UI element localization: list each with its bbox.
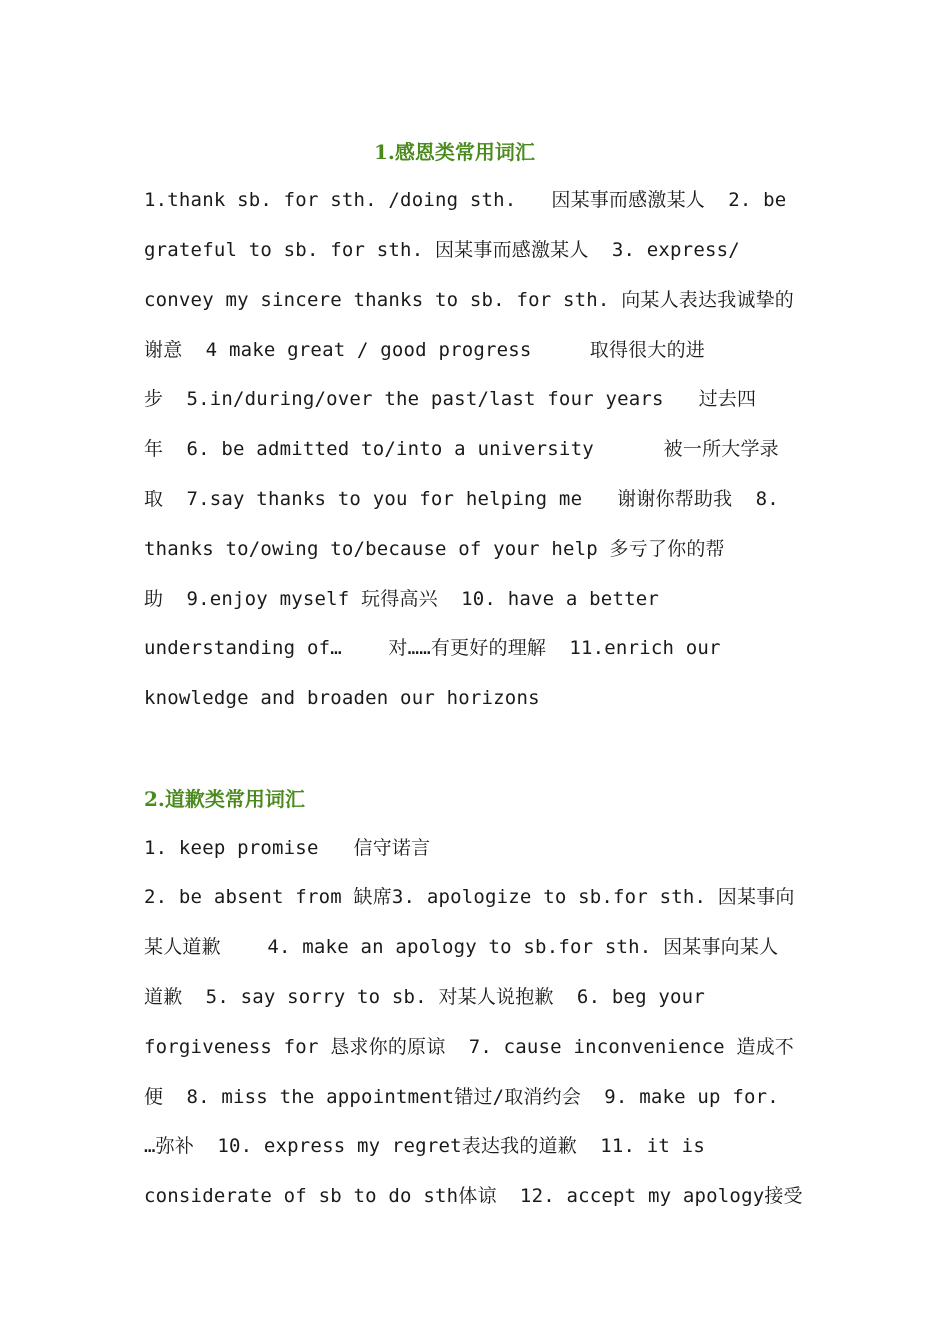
text-line: 取 7.say thanks to you for helping me 谢谢你帮助我 8. <box>144 488 779 510</box>
text-line: understanding of… 对……有更好的理解 11.enrich our <box>144 637 721 659</box>
text-line: 便 8. miss the appointment错过/取消约会 9. make up for. <box>144 1086 779 1108</box>
section-title-gratitude: 1.感恩类常用词汇 <box>374 140 535 164</box>
text-line: thanks to/owing to/because of your help 多亏了你的帮 <box>144 538 725 560</box>
text-line: 2. be absent from 缺席3. apologize to sb.for sth. 因某事向 <box>144 886 795 908</box>
text-line: …弥补 10. express my regret表达我的道歉 11. it is <box>144 1135 705 1157</box>
text-line: forgiveness for 恳求你的原谅 7. cause inconvenience 造成不 <box>144 1036 794 1058</box>
text-line: 助 9.enjoy myself 玩得高兴 10. have a better <box>144 588 660 610</box>
text-line: 年 6. be admitted to/into a university 被一所大学录 <box>144 438 779 460</box>
text-line: 1. keep promise 信守诺言 <box>144 837 431 859</box>
text-line: 道歉 5. say sorry to sb. 对某人说抱歉 6. beg your <box>144 986 705 1008</box>
text-line: grateful to sb. for sth. 因某事而感激某人 3. express/ <box>144 239 740 261</box>
text-line: considerate of sb to do sth体谅 12. accept my apology接受 <box>144 1185 803 1207</box>
text-line: 某人道歉 4. make an apology to sb.for sth. 因某事向某人 <box>144 936 779 958</box>
section-title-apology: 2.道歉类常用词汇 <box>144 787 305 811</box>
text-line: 步 5.in/during/over the past/last four years 过去四 <box>144 388 757 410</box>
text-line: convey my sincere thanks to sb. for sth. 向某人表达我诚挚的 <box>144 289 794 311</box>
text-line: 1.thank sb. for sth. /doing sth. 因某事而感激某人 2. be <box>144 189 787 211</box>
text-line: knowledge and broaden our horizons <box>144 687 540 709</box>
text-line: 谢意 4 make great / good progress 取得很大的进 <box>144 339 705 361</box>
